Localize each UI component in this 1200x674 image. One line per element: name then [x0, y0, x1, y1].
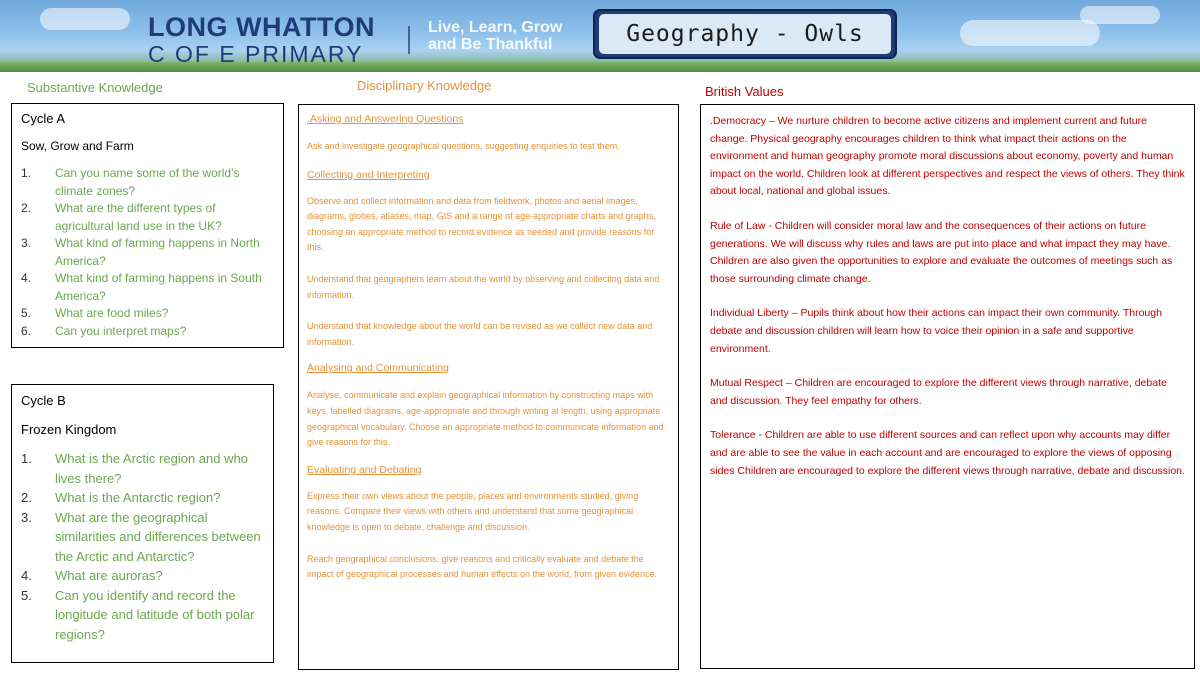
- cycle-b-box: [11, 384, 274, 663]
- substantive-heading: Substantive Knowledge: [27, 80, 163, 95]
- question-text: What is the Antarctic region?: [55, 490, 221, 505]
- question-item: [21, 449, 264, 488]
- question-item: [21, 566, 264, 586]
- question-text: What kind of farming happens in North America?: [55, 236, 260, 268]
- question-item: [21, 508, 264, 567]
- cycle-a-title: Cycle A: [21, 111, 66, 126]
- cloud-decoration: [1080, 6, 1160, 24]
- question-item: [21, 165, 274, 200]
- question-item: [21, 270, 274, 305]
- question-item: [21, 586, 264, 645]
- democracy-text: .Democracy – We nurture children to become active citizens and implement current and future change. Physical geography encourages children to think what impact their actions on the environment and human geography promote moral discussions about economy, poverty and human impact on the world. Children look at different perspectives and respect the views of others. They think about local, national and global issues.: [710, 115, 1185, 198]
- asking-heading: .Asking and Answering Questions: [307, 113, 464, 125]
- question-text: What are auroras?: [55, 568, 163, 583]
- question-number: 1.: [21, 166, 32, 180]
- disciplinary-heading: Disciplinary Knowledge: [357, 78, 492, 93]
- question-text: What are the geographical similarities and differences between the Arctic and Antarctic?: [55, 509, 261, 564]
- collecting-text-2: Understand that geographers learn about the world by observing and collecting data and information.: [307, 273, 660, 300]
- individual-liberty-text: Individual Liberty – Pupils think about how their actions can impact their own community. Through debate and discussion children will learn how to voice their opinion in a safe and supportive environment.: [710, 307, 1162, 355]
- collecting-heading: Collecting and Interpreting: [307, 168, 430, 181]
- asking-text: Ask and investigate geographical questions, suggesting enquiries to test them.: [307, 141, 620, 151]
- mutual-respect-text: Mutual Respect – Children are encouraged to explore the different views through narrative, debate and discussion. They feel empathy for others.: [710, 377, 1167, 407]
- question-number: 4.: [21, 568, 32, 583]
- logo-divider: [408, 26, 410, 54]
- subject-title: Geography - Owls: [599, 14, 891, 54]
- cycle-b-title: Cycle B: [21, 393, 66, 408]
- disciplinary-box: [298, 104, 679, 670]
- british-values-box: [700, 104, 1195, 669]
- question-number: 6.: [21, 323, 32, 338]
- question-number: 3.: [21, 236, 32, 250]
- question-number: 5.: [21, 306, 32, 320]
- evaluating-text-2: Reach geographical conclusions, give reasons and critically evaluate and debate the impact of geographical processes and human effects on the world, from given evidence.: [307, 553, 658, 580]
- british-values-heading: British Values: [705, 84, 784, 99]
- analysing-heading: Analysing and Communicating: [307, 362, 449, 375]
- cycle-a-topic: Sow, Grow and Farm: [21, 139, 134, 153]
- collecting-text-1: Observe and collect information and data from fieldwork, photos and aerial images, diagrams, globes, atlases, map, GIS and a range of age-appropriate charts and graphs, choosing an appropriate method to record evidence as needed and provide reasons for this.: [307, 195, 656, 253]
- evaluating-heading: Evaluating and Debating: [307, 463, 422, 476]
- question-number: 2.: [21, 490, 32, 505]
- question-number: 2.: [21, 201, 32, 215]
- school-name-line2: C OF E PRIMARY: [148, 41, 364, 67]
- subject-title-box: [593, 9, 897, 59]
- analysing-text: Analyse, communicate and explain geographical information by constructing maps with keys, labelled diagrams, age-appropriate and through writing at length, using appropriate geographical vocabulary. Choose an appropriate method to communicate information and give reasons for this.: [307, 390, 664, 448]
- question-item: [21, 200, 274, 235]
- question-item: [21, 323, 274, 341]
- motto-line2: and Be Thankful: [428, 35, 553, 53]
- question-text: What kind of farming happens in South America?: [55, 271, 262, 303]
- school-logo: [148, 14, 375, 66]
- question-text: What is the Arctic region and who lives there?: [55, 451, 248, 486]
- question-item: [21, 305, 274, 323]
- cycle-a-box: [11, 103, 284, 348]
- question-number: 1.: [21, 451, 32, 466]
- cycle-a-questions: [21, 165, 274, 340]
- question-text: Can you identify and record the longitude and latitude of both polar regions?: [55, 587, 255, 642]
- cloud-decoration: [960, 20, 1100, 46]
- question-number: 5.: [21, 587, 32, 603]
- evaluating-text-1: Express their own views about the people, places and environments studied, giving reasons. Compare their views with others and understand that some geographical knowledge is open to debate, challenge and discussion.: [307, 490, 639, 532]
- school-motto: [428, 20, 562, 54]
- cloud-decoration: [40, 8, 130, 30]
- motto-line1: Live, Learn, Grow: [428, 19, 563, 36]
- question-item: [21, 488, 264, 508]
- cycle-b-topic: Frozen Kingdom: [21, 422, 117, 437]
- cycle-b-questions: [21, 449, 264, 644]
- school-name-line1: LONG WHATTON: [148, 12, 375, 42]
- question-text: What are the different types of agricultural land use in the UK?: [55, 201, 222, 233]
- question-number: 4.: [21, 271, 32, 285]
- question-text: Can you interpret maps?: [55, 323, 187, 338]
- question-text: What are food miles?: [55, 306, 169, 320]
- rule-of-law-text: Rule of Law - Children will consider moral law and the consequences of their actions on future generations. We will discuss why rules and laws are put into place and what impact they may have. Children are also given the opportunities to explore and evaluate the outcomes of meetings such as those surrounding climate change.: [710, 219, 1173, 285]
- question-number: 3.: [21, 509, 32, 525]
- header-banner: [0, 0, 1200, 72]
- tolerance-text: Tolerance - Children are able to use different sources and can reflect upon why accounts may differ and are able to see the value in each account and are encouraged to explore the views of opposing sides Children are encouraged to explore the different views through narrative, debate and discussion.: [710, 429, 1185, 477]
- question-item: [21, 235, 274, 270]
- collecting-text-3: Understand that knowledge about the world can be revised as we collect new data and information.: [307, 321, 653, 347]
- question-text: Can you name some of the world’s climate zones?: [55, 166, 240, 198]
